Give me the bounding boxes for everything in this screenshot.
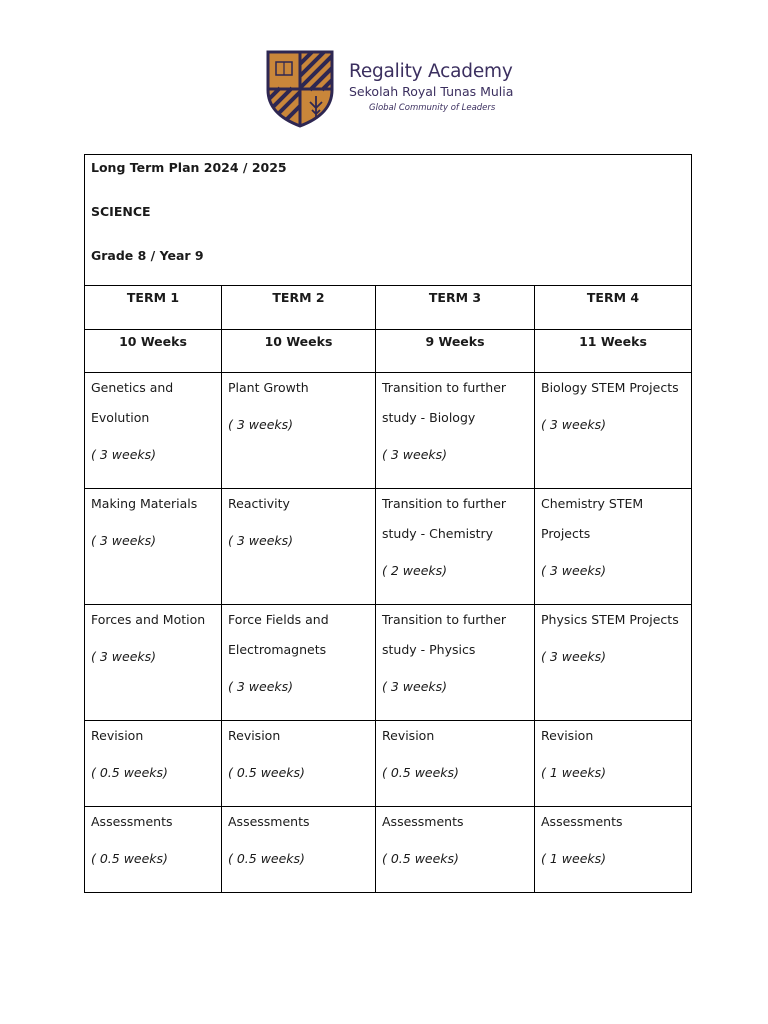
topic-name: Reactivity [228, 496, 290, 511]
term-header: TERM 1 [85, 286, 222, 330]
topic-cell [222, 721, 376, 807]
topic-cell [376, 605, 535, 721]
term-weeks: 11 Weeks [535, 330, 692, 373]
topic-duration: ( 0.5 weeks) [91, 765, 168, 780]
topic-duration: ( 3 weeks) [228, 679, 294, 694]
topic-duration: ( 3 weeks) [228, 417, 294, 432]
topic-row-biology [85, 373, 692, 489]
topic-duration: ( 0.5 weeks) [228, 851, 305, 866]
topic-name: Genetics and Evolution [91, 380, 174, 425]
topic-duration: ( 1 weeks) [541, 851, 607, 866]
topic-row-physics [85, 605, 692, 721]
topic-duration: ( 0.5 weeks) [382, 851, 459, 866]
topic-cell [535, 721, 692, 807]
topic-name: Revision [91, 728, 144, 743]
topic-duration: ( 0.5 weeks) [91, 851, 168, 866]
term-weeks: 10 Weeks [222, 330, 376, 373]
topic-cell [376, 373, 535, 489]
topic-duration: ( 3 weeks) [91, 447, 157, 462]
topic-name: Transition to further study - Physics [382, 612, 507, 657]
topic-duration: ( 3 weeks) [91, 649, 157, 664]
plan-grade: Grade 8 / Year 9 [91, 248, 204, 263]
topic-cell [222, 373, 376, 489]
term-header-row [85, 286, 692, 330]
topic-cell [535, 373, 692, 489]
topic-name: Transition to further study - Biology [382, 380, 507, 425]
term-weeks: 10 Weeks [85, 330, 222, 373]
plan-subject: SCIENCE [91, 204, 151, 219]
school-subtitle: Sekolah Royal Tunas Mulia [349, 84, 514, 99]
topic-name: Plant Growth [228, 380, 309, 395]
plan-title-cell [85, 155, 692, 286]
topic-cell [85, 721, 222, 807]
topic-name: Biology STEM Projects [541, 380, 679, 395]
topic-name: Forces and Motion [91, 612, 206, 627]
topic-name: Chemistry STEM Projects [541, 496, 644, 541]
topic-cell [85, 807, 222, 893]
plan-title: Long Term Plan 2024 / 2025 [91, 160, 287, 175]
topic-duration: ( 2 weeks) [382, 563, 448, 578]
term-header: TERM 4 [535, 286, 692, 330]
topic-cell [222, 489, 376, 605]
topic-duration: ( 3 weeks) [541, 563, 607, 578]
topic-name: Force Fields and Electromagnets [228, 612, 329, 657]
school-brand [349, 61, 513, 114]
topic-name: Assessments [382, 814, 464, 829]
topic-cell [535, 489, 692, 605]
topic-duration: ( 3 weeks) [541, 417, 607, 432]
topic-cell [376, 489, 535, 605]
topic-duration: ( 0.5 weeks) [228, 765, 305, 780]
topic-duration: ( 0.5 weeks) [382, 765, 459, 780]
topic-cell [535, 605, 692, 721]
topic-row-revision [85, 721, 692, 807]
topic-cell [85, 605, 222, 721]
topic-row-chemistry [85, 489, 692, 605]
topic-name: Revision [228, 728, 281, 743]
topic-name: Transition to further study - Chemistry [382, 496, 507, 541]
topic-duration: ( 3 weeks) [382, 447, 448, 462]
topic-duration: ( 3 weeks) [382, 679, 448, 694]
topic-name: Making Materials [91, 496, 198, 511]
school-name: Regality Academy [349, 61, 513, 82]
title-row [85, 155, 692, 286]
topic-duration: ( 3 weeks) [541, 649, 607, 664]
topic-cell [376, 807, 535, 893]
topic-name: Physics STEM Projects [541, 612, 679, 627]
topic-cell [85, 489, 222, 605]
topic-duration: ( 3 weeks) [91, 533, 157, 548]
topic-name: Revision [541, 728, 594, 743]
topic-row-assessments [85, 807, 692, 893]
topic-name: Assessments [91, 814, 173, 829]
topic-cell [535, 807, 692, 893]
long-term-plan-table [84, 154, 692, 893]
school-header [266, 48, 526, 130]
topic-name: Assessments [228, 814, 310, 829]
topic-cell [85, 373, 222, 489]
term-weeks: 9 Weeks [376, 330, 535, 373]
term-header: TERM 3 [376, 286, 535, 330]
topic-cell [222, 807, 376, 893]
school-crest-logo [266, 50, 334, 128]
school-tagline: Global Community of Leaders [369, 103, 496, 113]
term-weeks-row [85, 330, 692, 373]
topic-cell [222, 605, 376, 721]
topic-duration: ( 3 weeks) [228, 533, 294, 548]
topic-duration: ( 1 weeks) [541, 765, 607, 780]
topic-name: Assessments [541, 814, 623, 829]
topic-cell [376, 721, 535, 807]
topic-name: Revision [382, 728, 435, 743]
term-header: TERM 2 [222, 286, 376, 330]
